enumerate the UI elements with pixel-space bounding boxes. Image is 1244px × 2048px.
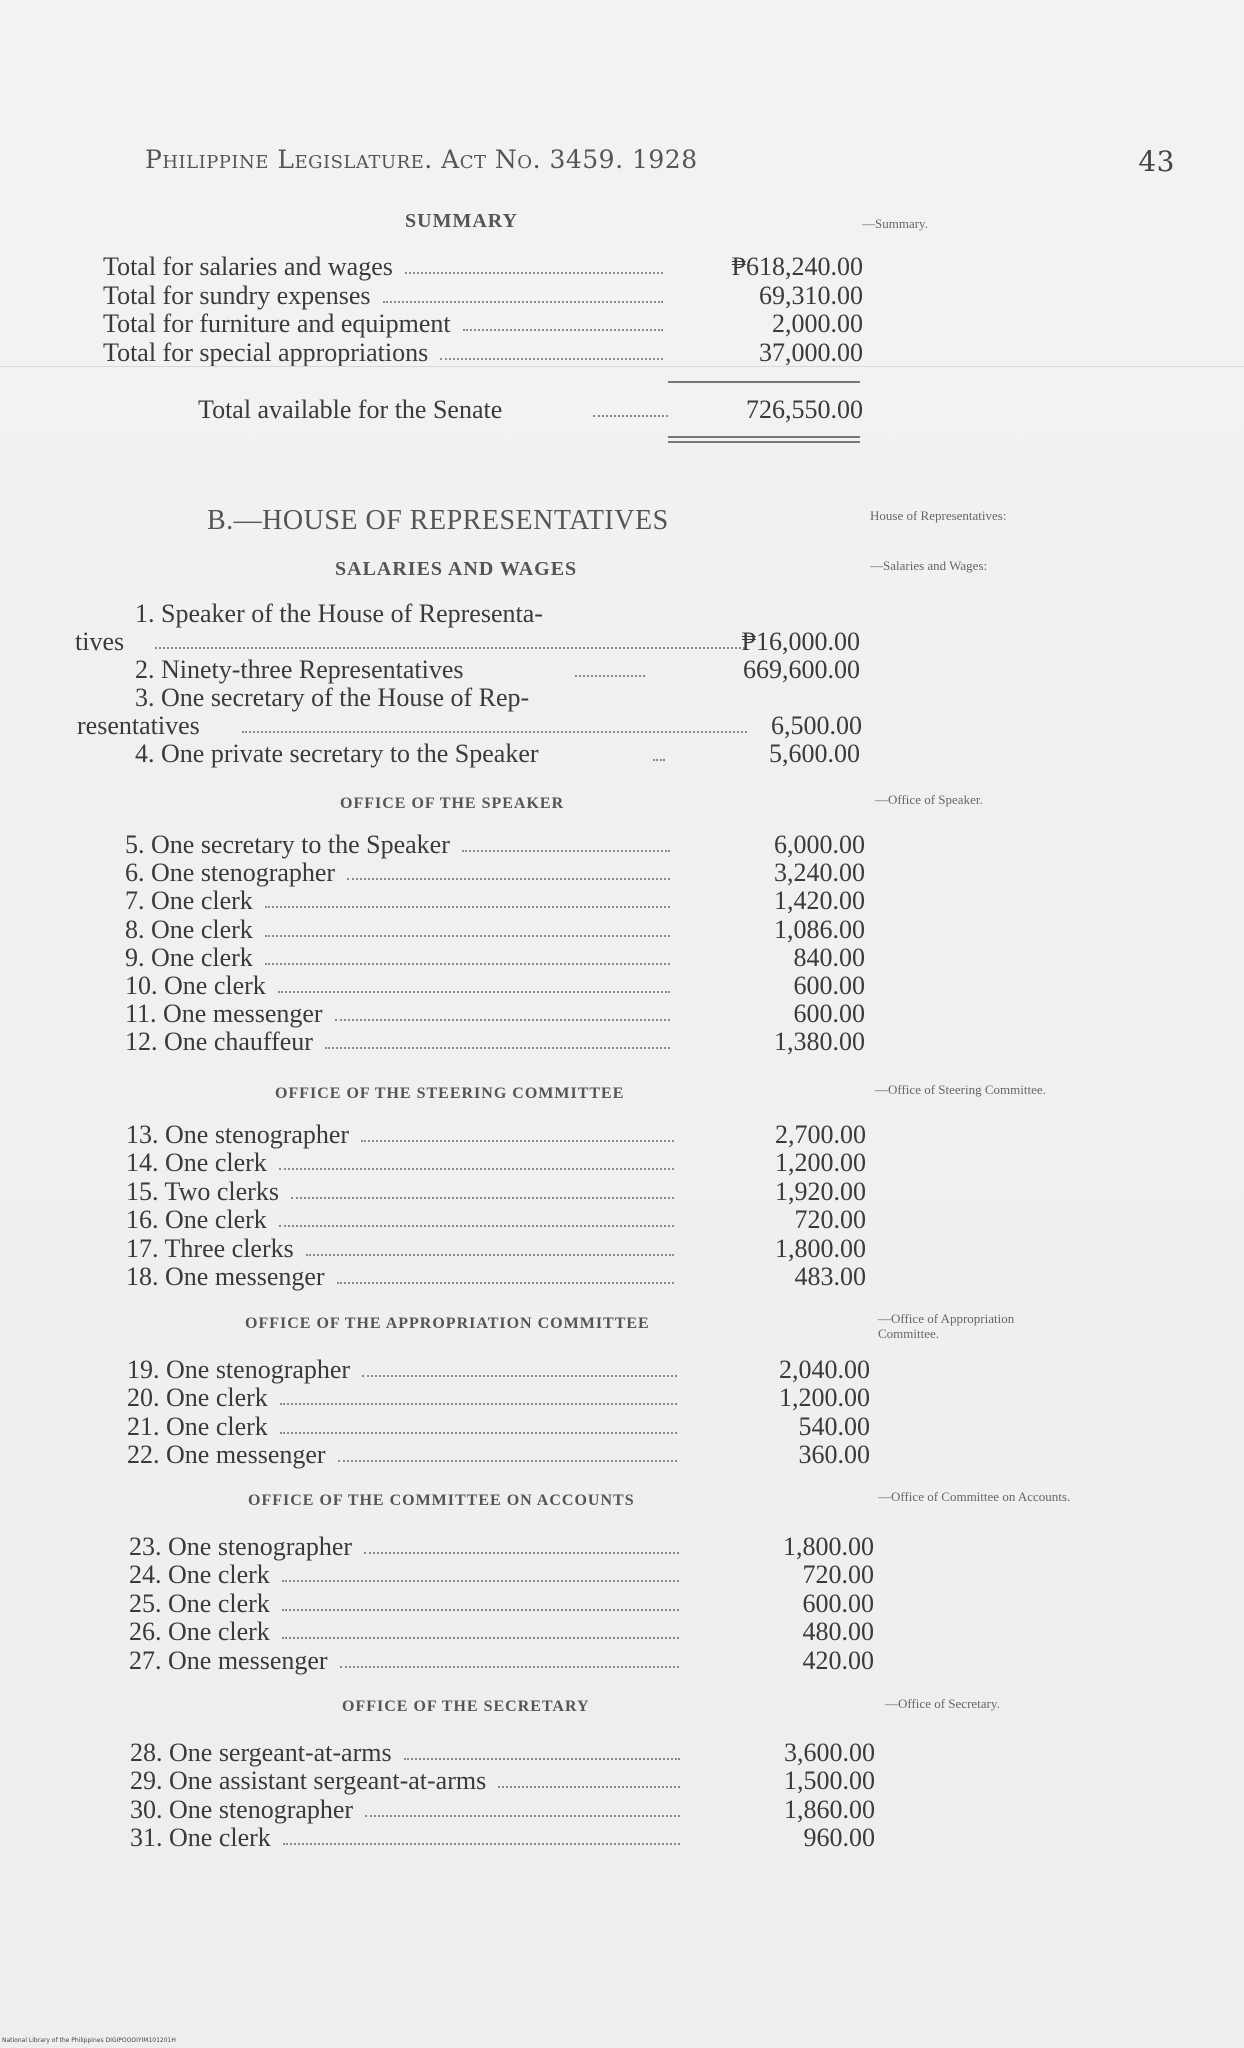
row-amount: 1,200.00 [779, 1383, 870, 1413]
row-amount: 960.00 [803, 1823, 875, 1853]
accounts-row [129, 1618, 879, 1646]
speaker-row [125, 859, 870, 887]
item-1-line-2: tives [75, 627, 125, 656]
row-label: 7. One clerk [125, 886, 253, 916]
leader-dots [347, 878, 670, 880]
summary-total-row [198, 396, 863, 424]
summary-total-amount: 726,550.00 [746, 395, 863, 424]
row-label: 22. One messenger [127, 1440, 326, 1470]
row-label: Total for salaries and wages [103, 252, 393, 281]
secretary-row [130, 1824, 880, 1852]
leader-dots [265, 963, 670, 965]
row-label: 8. One clerk [125, 914, 253, 944]
leader-dots [265, 906, 670, 908]
row-label: 15. Two clerks [126, 1176, 279, 1206]
row-amount: ₱618,240.00 [731, 252, 863, 281]
row-amount: 1,086.00 [774, 914, 865, 944]
row-amount: 1,380.00 [774, 1027, 865, 1057]
row-amount: 37,000.00 [759, 337, 863, 367]
office-secretary-title: OFFICE OF THE SECRETARY [342, 1698, 590, 1715]
row-amount: 600.00 [793, 999, 865, 1029]
row-amount: 360.00 [798, 1440, 870, 1470]
leader-dots [280, 1403, 677, 1405]
row-amount: 480.00 [802, 1617, 874, 1647]
house-title: B.—HOUSE OF REPRESENTATIVES [207, 505, 669, 536]
item-3-line-2: resentatives [77, 711, 200, 740]
summary-row [103, 282, 863, 310]
row-label: 6. One stenographer [125, 858, 336, 888]
leader-dots [575, 675, 645, 677]
summary-row [103, 253, 863, 281]
row-amount: 1,860.00 [784, 1794, 875, 1824]
summary-title: SUMMARY [405, 210, 518, 232]
row-amount: 1,920.00 [775, 1176, 866, 1206]
item-1-amount: ₱16,000.00 [741, 627, 860, 656]
item-4-label: 4. One private secretary to the Speaker [135, 739, 539, 768]
office-speaker-margin-note: —Office of Speaker. [875, 792, 983, 807]
item-1-row [75, 628, 865, 656]
leader-dots [463, 329, 663, 331]
row-amount: 69,310.00 [759, 280, 863, 310]
row-label: 26. One clerk [129, 1617, 270, 1647]
leader-dots [498, 1786, 680, 1788]
leader-dots [335, 1019, 670, 1021]
office-appropriation-margin-note: —Office of Appropriation Committee. [878, 1311, 1015, 1341]
leader-dots [279, 1225, 674, 1227]
row-label: 9. One clerk [125, 942, 253, 972]
speaker-row [125, 1000, 870, 1028]
office-speaker-title: OFFICE OF THE SPEAKER [340, 795, 565, 812]
row-label: 17. Three clerks [126, 1233, 294, 1263]
total-double-rule [668, 436, 860, 443]
leader-dots [279, 1168, 674, 1170]
leader-dots [653, 759, 665, 761]
row-label: 19. One stenographer [127, 1355, 351, 1384]
running-title: Philippine Legislature. Act No. 3459. 1928 [145, 145, 698, 174]
row-amount: 3,600.00 [784, 1738, 875, 1767]
leader-dots [365, 1815, 680, 1817]
item-3-row [77, 712, 865, 740]
accounts-row [129, 1561, 879, 1589]
leader-dots [383, 301, 663, 303]
row-amount: 540.00 [798, 1411, 870, 1441]
row-label: 13. One stenographer [126, 1120, 350, 1149]
leader-dots [278, 991, 670, 993]
row-label: 28. One sergeant-at-arms [130, 1738, 392, 1767]
item-1-line-1: 1. Speaker of the House of Representa- [135, 599, 543, 628]
row-label: 18. One messenger [126, 1262, 325, 1291]
leader-dots [405, 272, 663, 274]
row-label: 30. One stenographer [130, 1794, 354, 1824]
office-accounts-margin-note: —Office of Committee on Accounts. [878, 1489, 1071, 1504]
row-amount: 720.00 [802, 1560, 874, 1590]
row-amount: 1,200.00 [775, 1148, 866, 1178]
steering-row [126, 1178, 871, 1206]
row-amount: 2,700.00 [775, 1120, 866, 1149]
office-accounts-title: OFFICE OF THE COMMITTEE ON ACCOUNTS [248, 1492, 635, 1509]
subtotal-rule [668, 381, 860, 383]
speaker-row [125, 944, 870, 972]
scan-credit: National Library of the Philippines DIGIPOOOIYIM101201H [2, 2037, 176, 2044]
running-header [145, 145, 1175, 178]
speaker-row [125, 916, 870, 944]
office-appropriation-title: OFFICE OF THE APPROPRIATION COMMITTEE [245, 1315, 650, 1332]
row-amount: 483.00 [794, 1262, 866, 1291]
accounts-row [129, 1590, 879, 1618]
steering-row [126, 1149, 871, 1177]
steering-row [126, 1235, 871, 1263]
steering-row [126, 1263, 871, 1291]
page-fold-line [0, 366, 1244, 367]
row-amount: 1,800.00 [783, 1532, 874, 1561]
row-label: 12. One chauffeur [125, 1027, 313, 1057]
row-label: 29. One assistant sergeant-at-arms [130, 1766, 487, 1796]
leader-dots [325, 1047, 670, 1049]
row-label: 5. One secretary to the Speaker [125, 830, 450, 859]
summary-total-label: Total available for the Senate [198, 395, 503, 424]
item-4-row [135, 740, 865, 768]
item-4-amount: 5,600.00 [769, 739, 860, 768]
leader-dots [338, 1460, 677, 1462]
row-amount: 600.00 [802, 1588, 874, 1618]
speaker-row [125, 972, 870, 1000]
row-amount: 840.00 [793, 942, 865, 972]
leader-dots [462, 850, 670, 852]
leader-dots [242, 731, 747, 733]
row-label: 25. One clerk [129, 1588, 270, 1618]
item-3-amount: 6,500.00 [771, 711, 862, 740]
house-margin-note: House of Representatives: [870, 508, 1007, 523]
row-label: 20. One clerk [127, 1383, 268, 1413]
row-amount: 2,040.00 [779, 1355, 870, 1384]
page-number: 43 [1138, 145, 1175, 178]
appropriation-row [127, 1356, 875, 1384]
item-3-line-1: 3. One secretary of the House of Rep- [135, 683, 530, 712]
row-label: 11. One messenger [125, 999, 323, 1029]
summary-row [103, 339, 863, 367]
leader-dots [283, 1843, 680, 1845]
row-label: 10. One clerk [125, 971, 266, 1000]
accounts-row [129, 1533, 879, 1561]
summary-row [103, 310, 863, 338]
leader-dots [282, 1609, 679, 1611]
steering-row [126, 1206, 871, 1234]
row-label: Total for sundry expenses [103, 280, 371, 310]
leader-dots [593, 415, 668, 417]
row-label: Total for special appropriations [103, 337, 429, 367]
salaries-margin-note: —Salaries and Wages: [870, 558, 988, 573]
office-steering-margin-note: —Office of Steering Committee. [875, 1082, 1046, 1097]
speaker-row [125, 1028, 870, 1056]
item-2-label: 2. Ninety-three Representatives [135, 655, 464, 684]
row-amount: 1,420.00 [774, 886, 865, 916]
row-amount: 2,000.00 [772, 309, 863, 338]
secretary-row [130, 1739, 880, 1767]
leader-dots [282, 1637, 679, 1639]
leader-dots [337, 1282, 674, 1284]
leader-dots [361, 1140, 674, 1142]
appropriation-row [127, 1441, 875, 1469]
row-amount: 1,500.00 [784, 1766, 875, 1796]
row-amount: 6,000.00 [774, 830, 865, 859]
row-amount: 600.00 [793, 971, 865, 1000]
speaker-row [125, 887, 870, 915]
row-label: 27. One messenger [129, 1645, 328, 1675]
appropriation-row [127, 1384, 875, 1412]
speaker-row [125, 831, 870, 859]
row-amount: 3,240.00 [774, 858, 865, 888]
leader-dots [362, 1375, 677, 1377]
row-amount: 1,800.00 [775, 1233, 866, 1263]
row-amount: 720.00 [794, 1205, 866, 1235]
office-steering-title: OFFICE OF THE STEERING COMMITTEE [275, 1085, 625, 1102]
row-label: 14. One clerk [126, 1148, 267, 1178]
leader-dots [280, 1432, 677, 1434]
accounts-row [129, 1647, 879, 1675]
salaries-title: SALARIES AND WAGES [335, 558, 578, 580]
row-amount: 420.00 [802, 1645, 874, 1675]
leader-dots [155, 647, 745, 649]
row-label: 31. One clerk [130, 1823, 271, 1853]
leader-dots [440, 358, 663, 360]
row-label: 24. One clerk [129, 1560, 270, 1590]
leader-dots [364, 1552, 679, 1554]
row-label: 16. One clerk [126, 1205, 267, 1235]
appropriation-row [127, 1413, 875, 1441]
leader-dots [306, 1254, 674, 1256]
row-label: 23. One stenographer [129, 1532, 353, 1561]
leader-dots [340, 1666, 679, 1668]
steering-row [126, 1121, 871, 1149]
secretary-row [130, 1767, 880, 1795]
item-2-amount: 669,600.00 [743, 655, 860, 684]
row-label: Total for furniture and equipment [103, 309, 451, 338]
summary-margin-note: —Summary. [862, 216, 928, 231]
leader-dots [291, 1197, 674, 1199]
leader-dots [404, 1758, 680, 1760]
row-label: 21. One clerk [127, 1411, 268, 1441]
leader-dots [265, 935, 670, 937]
secretary-row [130, 1796, 880, 1824]
office-secretary-margin-note: —Office of Secretary. [885, 1696, 1000, 1711]
leader-dots [282, 1580, 679, 1582]
item-2-row [135, 656, 865, 684]
